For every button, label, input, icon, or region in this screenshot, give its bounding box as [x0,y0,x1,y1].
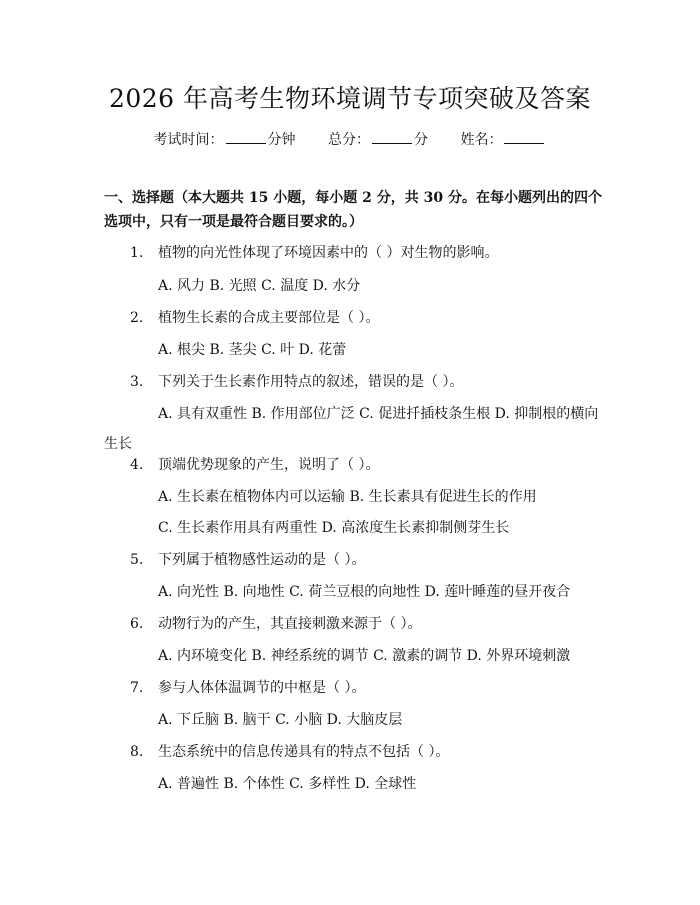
question-number: 7. [130,680,144,696]
name-label: 姓名： [460,132,503,148]
name-blank [504,142,544,144]
exam-meta [0,130,700,150]
time-unit: 分钟 [267,132,296,148]
score-blank [372,142,412,144]
question-5 [130,550,365,570]
question-7-options: A. 下丘脑 B. 脑干 C. 小脑 D. 大脑皮层 [158,712,403,728]
question-1 [130,243,498,263]
total-score-field [328,130,428,150]
question-stem: 参与人体体温调节的中枢是（ ）。 [158,680,366,696]
question-3 [130,372,463,392]
student-name-field [460,130,546,150]
question-5-options: A. 向光性 B. 向地性 C. 荷兰豆根的向地性 D. 莲叶睡莲的昼开夜合 [158,584,571,600]
question-number: 6. [130,616,144,632]
question-stem: 植物生长素的合成主要部位是（ ）。 [158,310,380,326]
question-number: 1. [130,245,144,261]
question-2-options: A. 根尖 B. 茎尖 C. 叶 D. 花蕾 [158,342,347,358]
question-number: 3. [130,374,144,390]
question-4-options-line-1: A. 生长素在植物体内可以运输 B. 生长素具有促进生长的作用 [158,489,537,505]
score-unit: 分 [414,132,428,148]
score-label: 总分： [328,132,370,148]
question-stem: 下列关于生长素作用特点的叙述，错误的是（ ）。 [158,374,464,390]
question-stem: 植物的向光性体现了环境因素中的（ ）对生物的影响。 [158,245,499,261]
question-8 [130,742,449,762]
question-1-options: A. 风力 B. 光照 C. 温度 D. 水分 [158,278,361,294]
question-stem: 顶端优势现象的产生，说明了（ ）。 [158,457,380,473]
question-stem: 下列属于植物感性运动的是（ ）。 [158,552,366,568]
question-stem: 生态系统中的信息传递具有的特点不包括（ ）。 [158,744,450,760]
section-heading: 一、选择题（本大题共 15 小题，每小题 2 分，共 30 分。在每小题列出的四个选项中，只有一项是最符合题目要求的。） [104,190,602,230]
question-8-options: A. 普遍性 B. 个体性 C. 多样性 D. 全球性 [158,776,417,792]
exam-time-field [154,130,296,150]
question-3-options: A. 具有双重性 B. 作用部位广泛 C. 促进扦插枝条生根 D. 抑制根的横向生长 [104,406,599,452]
question-6-options: A. 内环境变化 B. 神经系统的调节 C. 激素的调节 D. 外界环境刺激 [158,648,571,664]
time-blank [226,142,266,144]
question-6 [130,614,421,634]
page-title: 2026 年高考生物环境调节专项突破及答案 [108,84,592,113]
question-number: 2. [130,310,144,326]
question-4 [130,455,379,475]
question-number: 5. [130,552,144,568]
question-4-options-line-2: C. 生长素作用具有两重性 D. 高浓度生长素抑制侧芽生长 [158,520,510,536]
question-number: 4. [130,457,144,473]
question-2 [130,308,379,328]
time-label: 考试时间： [153,132,224,148]
question-number: 8. [130,744,144,760]
question-7 [130,678,365,698]
question-stem: 动物行为的产生，其直接刺激来源于（ ）。 [158,616,422,632]
